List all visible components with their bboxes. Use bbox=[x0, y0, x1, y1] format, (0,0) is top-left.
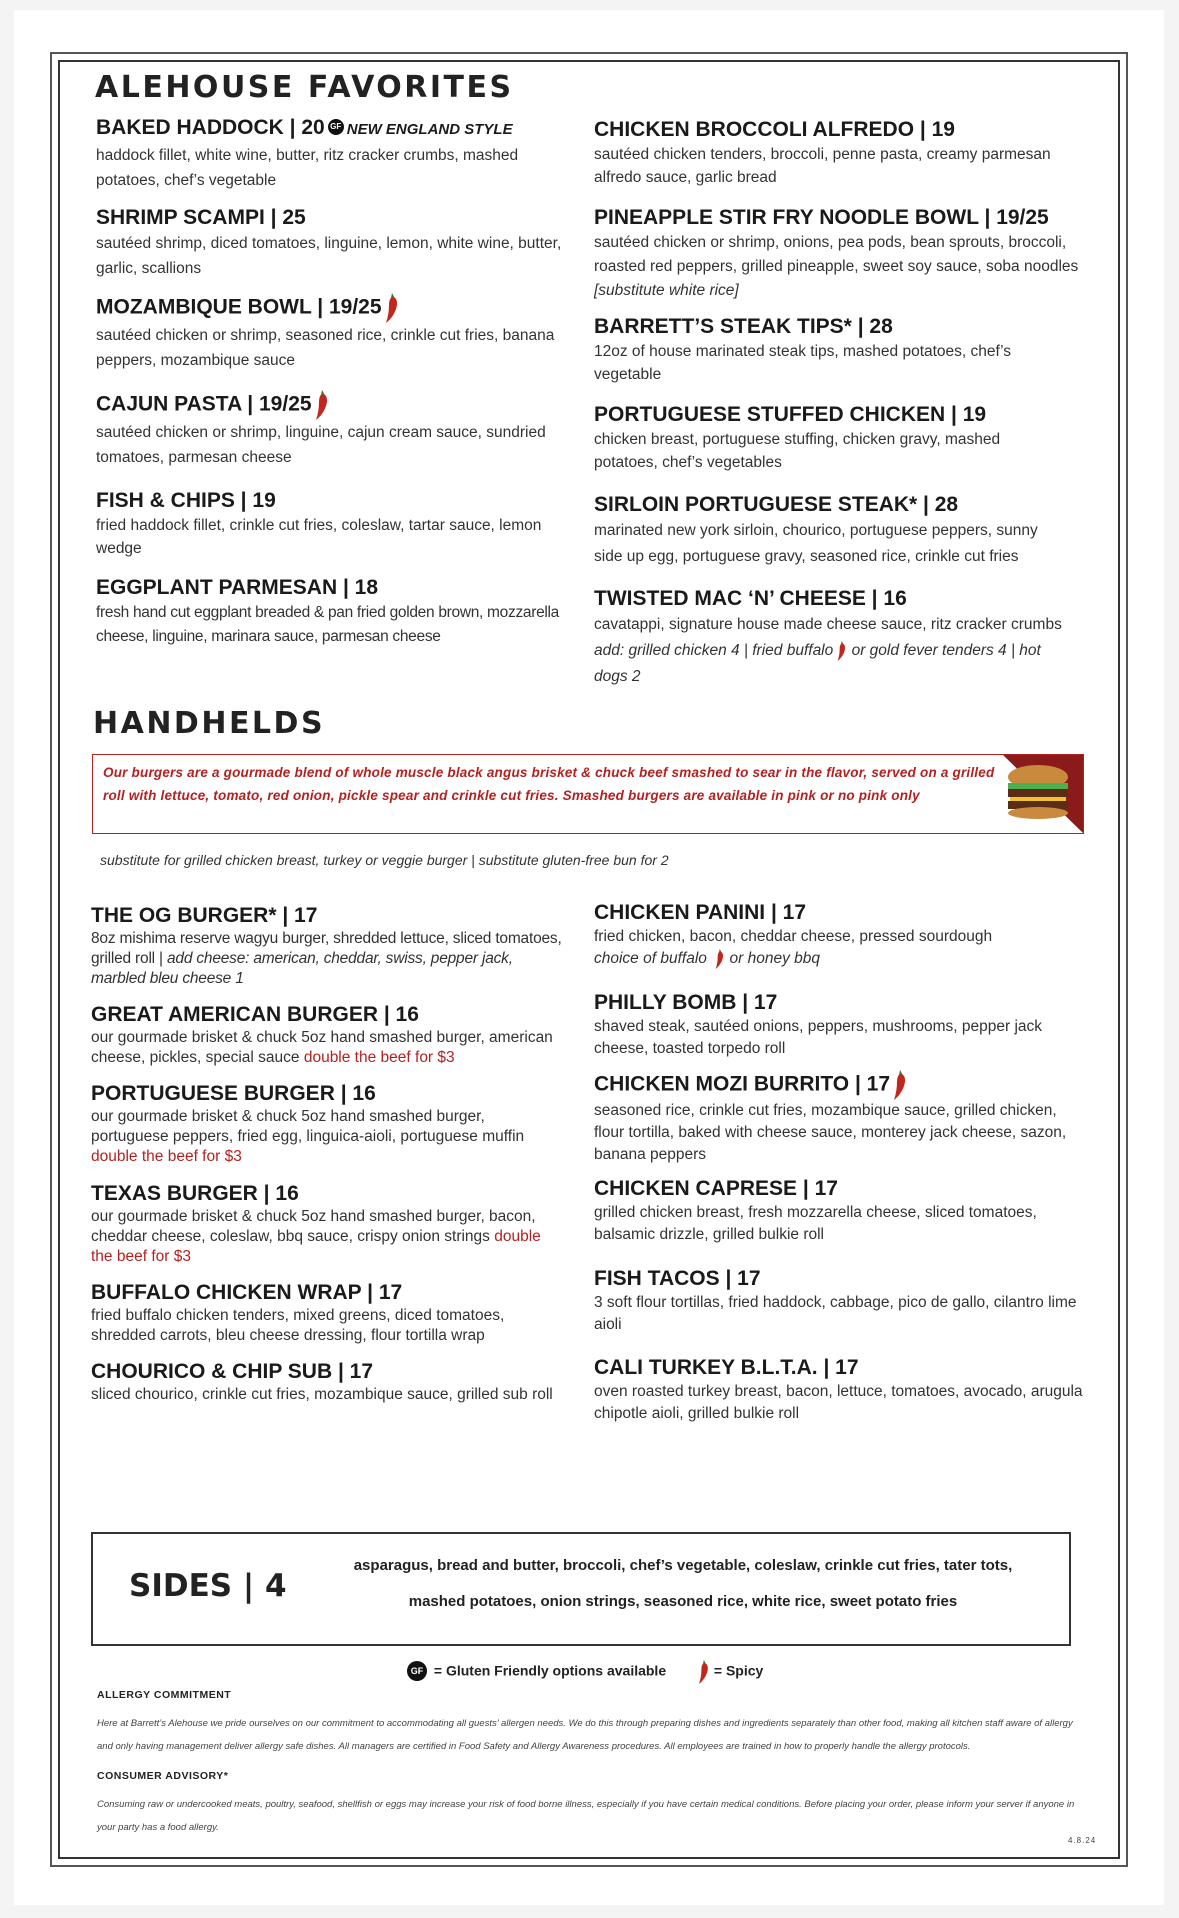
legend bbox=[404, 1660, 763, 1684]
item-name: PORTUGUESE BURGER | 16 bbox=[91, 1082, 376, 1105]
section-title-favorites: ALEHOUSE FAVORITES bbox=[95, 70, 514, 105]
menu-item-chicken-broccoli-alfredo bbox=[594, 117, 1084, 189]
menu-item-cajun-pasta bbox=[96, 390, 566, 470]
spicy-chili-icon bbox=[892, 1070, 906, 1100]
item-description: marinated new york sirloin, chourico, portuguese peppers, sunny side up egg, portuguese gravy, seasoned rice, crinkle cut fries bbox=[594, 522, 1038, 565]
menu-item-chicken-panini bbox=[594, 900, 1084, 970]
item-description: fried chicken, bacon, cheddar cheese, pressed sourdough bbox=[594, 928, 993, 945]
menu-item-chourico-chip-sub bbox=[91, 1359, 566, 1405]
item-upgrade: double the beef for $3 bbox=[91, 1148, 242, 1165]
menu-item-chicken-caprese bbox=[594, 1176, 1084, 1246]
gluten-friendly-icon: GF bbox=[407, 1661, 427, 1681]
item-description: seasoned rice, crinkle cut fries, mozambique sauce, grilled chicken, flour tortilla, baked with cheese sauce, monterey jack cheese, sazon, banana peppers bbox=[594, 1102, 1067, 1163]
gluten-friendly-icon: GF bbox=[328, 119, 344, 135]
item-name: CHICKEN MOZI BURRITO | 17 bbox=[594, 1072, 891, 1096]
item-upgrade: double the beef for $3 bbox=[303, 1049, 455, 1066]
sides-list-line-2: mashed potatoes, onion strings, seasoned rice, white rice, sweet potato fries bbox=[408, 1593, 958, 1610]
legend-gluten-friendly: = Gluten Friendly options available bbox=[433, 1662, 667, 1679]
item-name: CAJUN PASTA | 19/25 bbox=[96, 392, 312, 416]
item-description: sautéed chicken or shrimp, onions, pea pods, bean sprouts, broccoli, roasted red peppers, grilled pineapple, sweet soy sauce, soba noodles bbox=[594, 234, 1079, 275]
item-addons: add: grilled chicken 4 | fried buffalo bbox=[594, 642, 834, 659]
menu-item-texas-burger bbox=[91, 1181, 566, 1267]
advisory-text: Consuming raw or undercooked meats, poultry, seafood, shellfish or eggs may increase your risk of food borne illness, especially if you have certain medical conditions. Before placing your order, please inform your server if anyone in your party has a food allergy. bbox=[97, 1799, 1075, 1833]
item-description: sautéed chicken tenders, broccoli, penne pasta, creamy parmesan alfredo sauce, garlic bread bbox=[594, 146, 1051, 186]
menu-item-sirloin-portuguese-steak bbox=[594, 492, 1064, 570]
item-name: FISH & CHIPS | 19 bbox=[96, 489, 276, 512]
item-tag: NEW ENGLAND STYLE bbox=[346, 121, 513, 138]
item-name: SHRIMP SCAMPI | 25 bbox=[96, 206, 306, 229]
item-name: EGGPLANT PARMESAN | 18 bbox=[96, 576, 379, 599]
menu-item-chicken-mozi-burrito bbox=[594, 1070, 1084, 1166]
item-description: chicken breast, portuguese stuffing, chicken gravy, mashed potatoes, chef’s vegetables bbox=[594, 431, 1001, 471]
item-description: our gourmade brisket & chuck 5oz hand smashed burger, bacon, cheddar cheese, coleslaw, bbq sauce, crispy onion strings bbox=[91, 1208, 536, 1245]
menu-item-baked-haddock bbox=[96, 115, 566, 193]
item-name: THE OG BURGER* | 17 bbox=[91, 904, 318, 927]
item-description: sliced chourico, crinkle cut fries, mozambique sauce, grilled sub roll bbox=[91, 1386, 553, 1403]
allergy-text: Here at Barrett’s Alehouse we pride ourselves on our commitment to accommodating all guests’ allergen needs. We do this through preparing dishes and ingredients separately than other food, making all kitchen staff aware of allergy and only having management deliver allergy safe dishes. All managers are certified in Food Safety and Allergy Awareness procedures. All employees are trained in how to properly handle the allergy protocols. bbox=[97, 1718, 1073, 1752]
item-description: 8oz mishima reserve wagyu burger, shredded lettuce, sliced tomatoes, grilled roll | bbox=[91, 930, 562, 967]
menu-item-twisted-mac-cheese bbox=[594, 586, 1064, 690]
item-addons-continued: or gold fever tenders 4 | hot dogs 2 bbox=[594, 642, 1041, 685]
menu-item-steak-tips bbox=[594, 314, 1064, 386]
item-description: our gourmade brisket & chuck 5oz hand smashed burger, portuguese peppers, fried egg, linguica-aioli, portuguese muffin bbox=[91, 1108, 525, 1145]
menu-item-great-american-burger bbox=[91, 1002, 566, 1068]
burger-info-banner bbox=[92, 754, 1084, 834]
menu-item-cali-turkey-blta bbox=[594, 1355, 1084, 1425]
item-choice-alt: or honey bbq bbox=[729, 950, 821, 967]
spicy-chili-icon bbox=[384, 293, 398, 323]
item-name: PHILLY BOMB | 17 bbox=[594, 991, 778, 1014]
item-name: CHICKEN BROCCOLI ALFREDO | 19 bbox=[594, 118, 955, 141]
menu-item-portuguese-stuffed-chicken bbox=[594, 402, 1064, 474]
spicy-chili-icon bbox=[713, 949, 725, 969]
burger-image-icon bbox=[983, 755, 1083, 833]
spicy-chili-icon bbox=[314, 390, 328, 420]
advisory-title: CONSUMER ADVISORY* bbox=[97, 1770, 229, 1782]
item-description: fried haddock fillet, crinkle cut fries, coleslaw, tartar sauce, lemon wedge bbox=[96, 517, 542, 557]
allergy-title: ALLERGY COMMITMENT bbox=[97, 1689, 232, 1701]
item-name: CALI TURKEY B.L.T.A. | 17 bbox=[594, 1356, 859, 1379]
item-name: BARRETT’S STEAK TIPS* | 28 bbox=[594, 315, 893, 338]
menu-date: 4.8.24 bbox=[1068, 1836, 1097, 1845]
burger-info-text: Our burgers are a gourmade blend of whole muscle black angus brisket & chuck beef smashed to sear in the flavor, served on a grilled roll with lettuce, tomato, red onion, pickle spear and crinkle cut fries. Smashed burgers are available in pink or no pink only bbox=[103, 765, 995, 803]
item-upgrade: double the beef for $3 bbox=[91, 1228, 541, 1265]
item-description: 12oz of house marinated steak tips, mashed potatoes, chef’s vegetable bbox=[594, 343, 1012, 383]
item-note: [substitute white rice] bbox=[594, 282, 739, 299]
item-choice: choice of buffalo bbox=[594, 950, 707, 967]
menu-item-eggplant-parmesan bbox=[96, 575, 566, 649]
item-description: shaved steak, sautéed onions, peppers, mushrooms, pepper jack cheese, toasted torpedo roll bbox=[594, 1018, 1043, 1057]
menu-item-pineapple-stir-fry bbox=[594, 205, 1084, 303]
substitution-note: substitute for grilled chicken breast, turkey or veggie burger | substitute gluten-free bun for 2 bbox=[100, 852, 669, 868]
item-name: PINEAPPLE STIR FRY NOODLE BOWL | 19/25 bbox=[594, 206, 1049, 229]
item-name: MOZAMBIQUE BOWL | 19/25 bbox=[96, 295, 382, 319]
item-name: FISH TACOS | 17 bbox=[594, 1267, 761, 1290]
item-description: sautéed chicken or shrimp, seasoned rice, crinkle cut fries, banana peppers, mozambique sauce bbox=[96, 327, 555, 369]
sides-title: SIDES | 4 bbox=[129, 1568, 287, 1604]
sides-list-line-1: asparagus, bread and butter, broccoli, chef’s vegetable, coleslaw, crinkle cut fries, tater tots, bbox=[353, 1557, 1013, 1574]
menu-item-shrimp-scampi bbox=[96, 205, 566, 281]
item-name: CHOURICO & CHIP SUB | 17 bbox=[91, 1360, 374, 1383]
menu-item-fish-tacos bbox=[594, 1266, 1084, 1336]
item-description: our gourmade brisket & chuck 5oz hand smashed burger, american cheese, pickles, special sauce bbox=[91, 1029, 553, 1066]
item-name: BUFFALO CHICKEN WRAP | 17 bbox=[91, 1281, 403, 1304]
item-note: add cheese: american, cheddar, swiss, pepper jack, marbled bleu cheese 1 bbox=[91, 950, 513, 987]
menu-item-fish-chips bbox=[96, 488, 566, 560]
item-description: grilled chicken breast, fresh mozzarella cheese, sliced tomatoes, balsamic drizzle, grilled bulkie roll bbox=[594, 1204, 1037, 1243]
menu-item-portuguese-burger bbox=[91, 1081, 566, 1167]
item-name: TEXAS BURGER | 16 bbox=[91, 1182, 299, 1205]
spicy-chili-icon bbox=[696, 1660, 710, 1684]
item-description: sautéed chicken or shrimp, linguine, cajun cream sauce, sundried tomatoes, parmesan cheese bbox=[96, 424, 546, 466]
item-description: 3 soft flour tortillas, fried haddock, cabbage, pico de gallo, cilantro lime aioli bbox=[594, 1294, 1077, 1333]
menu-item-philly-bomb bbox=[594, 990, 1084, 1060]
item-name: TWISTED MAC ‘N’ CHEESE | 16 bbox=[594, 587, 907, 610]
menu-item-buffalo-chicken-wrap bbox=[91, 1280, 566, 1346]
item-description: oven roasted turkey breast, bacon, lettuce, tomatoes, avocado, arugula chipotle aioli, grilled bulkie roll bbox=[594, 1383, 1083, 1422]
menu-item-mozambique-bowl bbox=[96, 293, 566, 373]
item-description: fried buffalo chicken tenders, mixed greens, diced tomatoes, shredded carrots, bleu cheese dressing, flour tortilla wrap bbox=[91, 1307, 505, 1344]
item-name: CHICKEN CAPRESE | 17 bbox=[594, 1177, 838, 1200]
item-description: sautéed shrimp, diced tomatoes, linguine, lemon, white wine, butter, garlic, scallions bbox=[96, 235, 562, 277]
item-name: BAKED HADDOCK | 20 bbox=[96, 116, 325, 139]
legend-spicy: = Spicy bbox=[713, 1662, 764, 1679]
item-name: SIRLOIN PORTUGUESE STEAK* | 28 bbox=[594, 493, 959, 516]
item-name: GREAT AMERICAN BURGER | 16 bbox=[91, 1003, 419, 1026]
sides-box bbox=[91, 1532, 1071, 1646]
menu-item-og-burger bbox=[91, 903, 566, 989]
sides-list bbox=[313, 1548, 1053, 1620]
item-description: fresh hand cut eggplant breaded & pan fried golden brown, mozzarella cheese, linguine, marinara sauce, parmesan cheese bbox=[96, 604, 559, 645]
section-title-handhelds: HANDHELDS bbox=[93, 706, 326, 741]
item-name: PORTUGUESE STUFFED CHICKEN | 19 bbox=[594, 403, 987, 426]
item-description: cavatappi, signature house made cheese sauce, ritz cracker crumbs bbox=[594, 616, 1062, 633]
spicy-chili-icon bbox=[835, 641, 847, 661]
item-name: CHICKEN PANINI | 17 bbox=[594, 901, 807, 924]
item-description: haddock fillet, white wine, butter, ritz cracker crumbs, mashed potatoes, chef’s vegetable bbox=[96, 147, 519, 189]
